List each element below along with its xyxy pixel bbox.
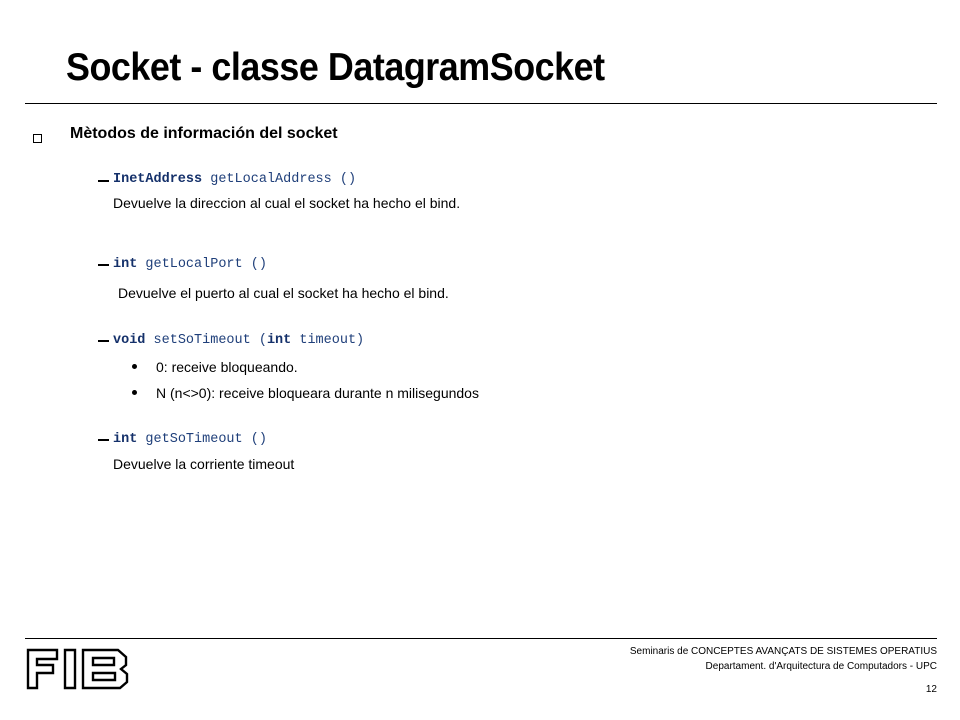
footer-department: Departament. d'Arquitectura de Computadors - UPC	[705, 661, 937, 672]
param-name: timeout)	[291, 333, 365, 348]
method-signature-set-so-timeout	[113, 333, 364, 348]
method-name: setSoTimeout (	[153, 333, 267, 348]
title-divider	[25, 103, 937, 104]
fib-logo-icon	[26, 648, 130, 690]
method-signature-get-so-timeout	[113, 432, 267, 447]
method-signature-get-local-address	[113, 172, 356, 187]
method-name: getLocalAddress ()	[210, 172, 357, 187]
method-description: Devuelve la direccion al cual el socket ha hecho el bind.	[113, 195, 461, 211]
method-name: getSoTimeout ()	[145, 432, 267, 447]
bullet-item: 0: receive bloqueando.	[156, 359, 298, 375]
dot-bullet-icon	[132, 390, 137, 395]
bullet-item: N (n<>0): receive bloqueara durante n milisegundos	[156, 385, 479, 401]
method-signature-get-local-port	[113, 257, 267, 272]
footer-divider	[25, 638, 937, 639]
method-return-type: InetAddress	[113, 172, 203, 187]
dash-bullet-icon	[98, 439, 109, 441]
dash-bullet-icon	[98, 264, 109, 266]
footer-course: Seminaris de CONCEPTES AVANÇATS DE SISTEMES OPERATIUS	[629, 646, 937, 657]
dot-bullet-icon	[132, 364, 137, 369]
method-description: Devuelve el puerto al cual el socket ha hecho el bind.	[118, 285, 449, 301]
param-type: int	[266, 333, 292, 348]
method-return-type: int	[113, 257, 138, 272]
square-bullet-icon	[33, 134, 42, 143]
method-return-type: int	[113, 432, 138, 447]
page-number: 12	[925, 684, 937, 695]
method-description: Devuelve la corriente timeout	[113, 456, 295, 472]
slide-title: Socket - classe DatagramSocket	[66, 46, 605, 89]
method-name: getLocalPort ()	[145, 257, 267, 272]
dash-bullet-icon	[98, 340, 109, 342]
method-return-type: void	[113, 333, 146, 348]
section-heading: Mètodos de información del socket	[70, 125, 338, 142]
dash-bullet-icon	[98, 180, 109, 182]
